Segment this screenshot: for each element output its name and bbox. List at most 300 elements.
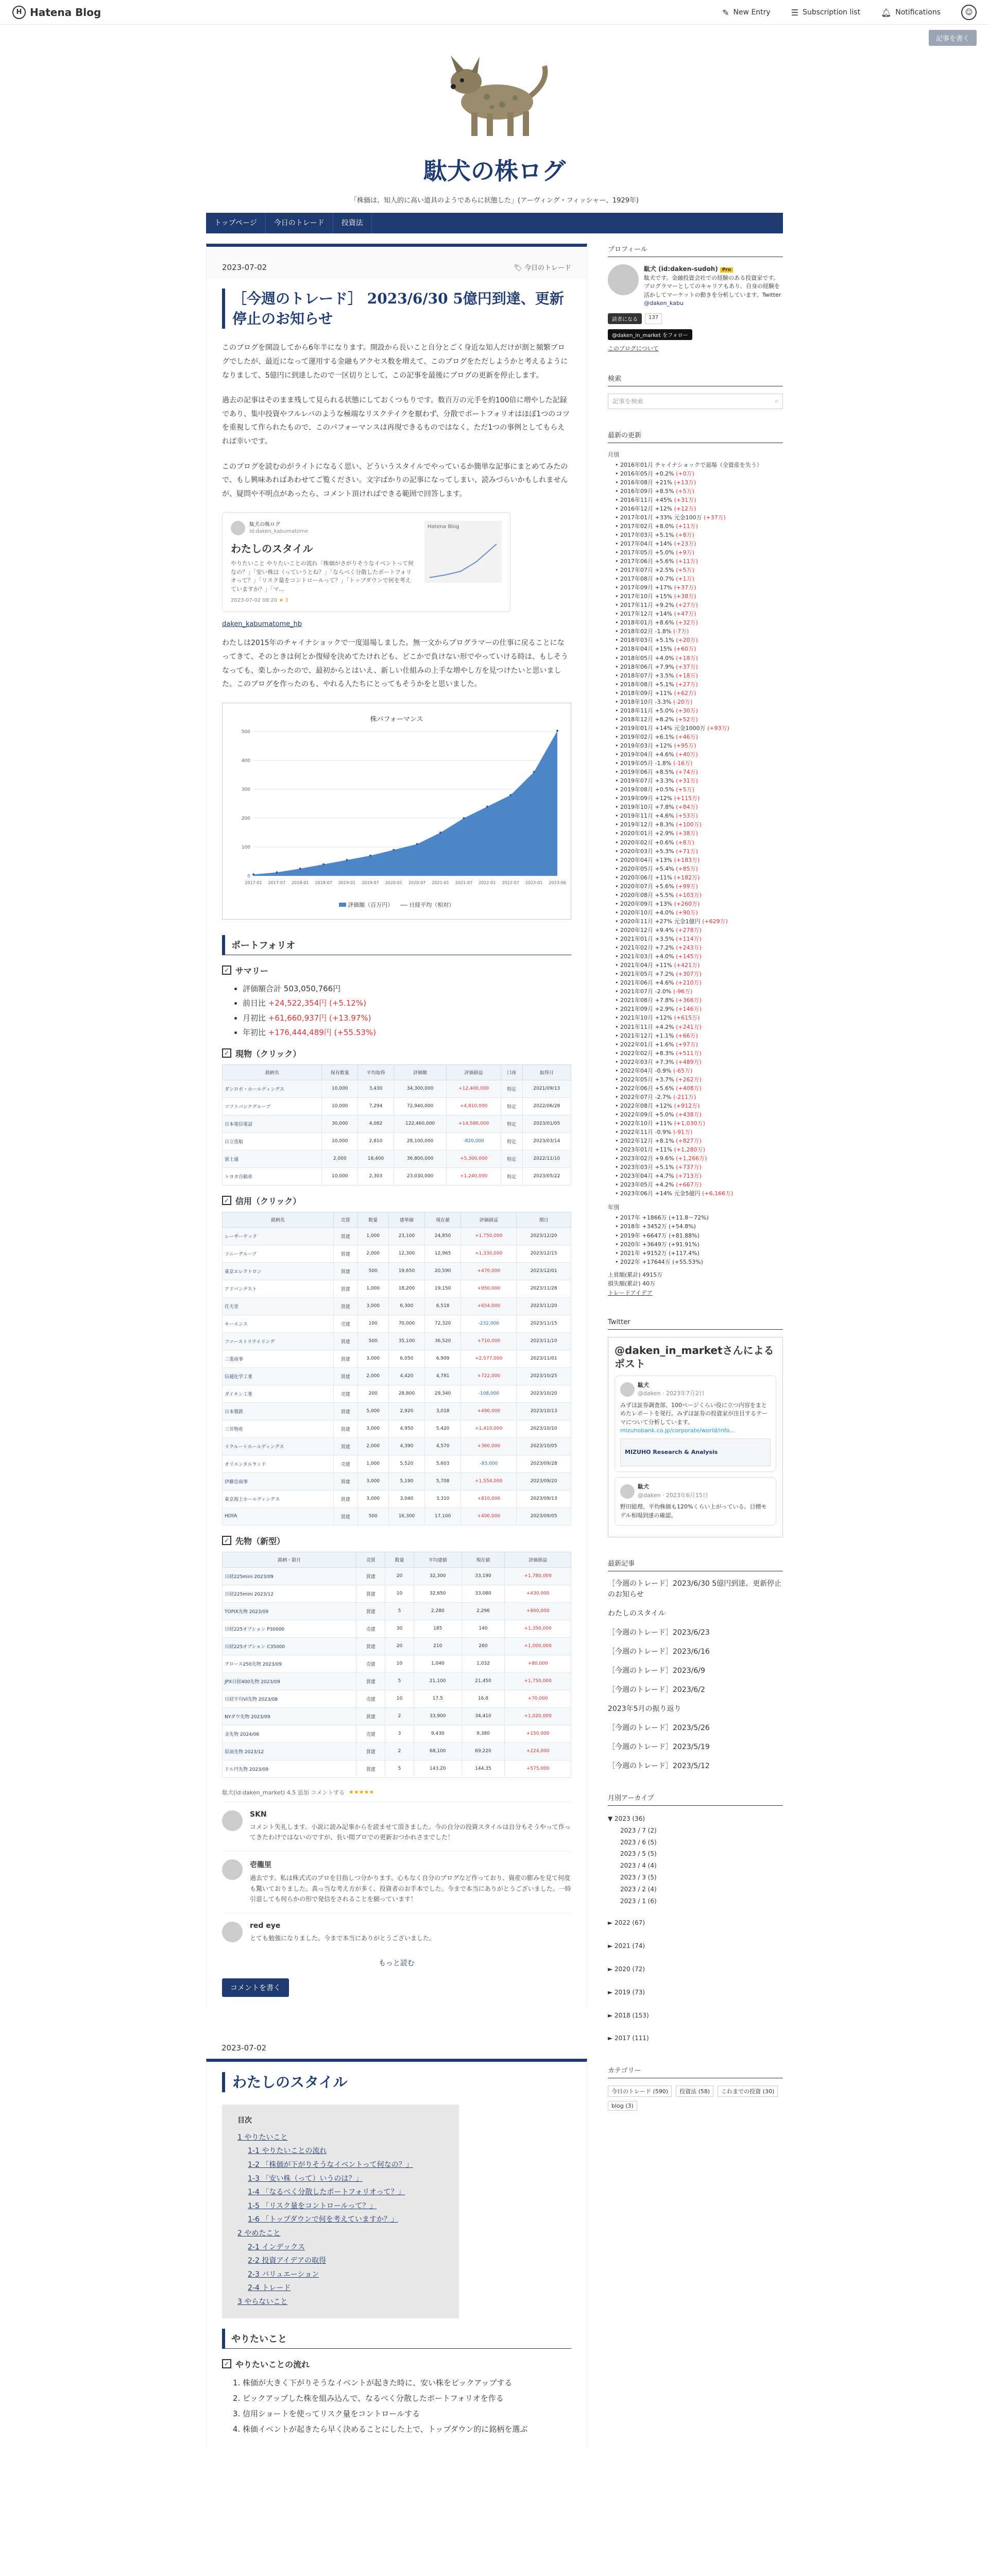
archive-item[interactable] (615, 715, 783, 724)
table-cell: 500 (357, 1507, 388, 1525)
reader-button[interactable]: 読者になる (608, 313, 642, 324)
table-cell: 3 (385, 1725, 414, 1742)
archive-item[interactable] (615, 522, 783, 531)
archive-item[interactable] (615, 1110, 783, 1119)
widget-title: プロフィール (608, 244, 783, 257)
toc-link[interactable]: 2-3 バリュエーション (248, 2270, 319, 2279)
archive-item[interactable] (615, 1075, 783, 1084)
table-cell: +400,000 (461, 1507, 517, 1525)
archive-item[interactable] (615, 1101, 783, 1110)
table-cell: 5,708 (425, 1472, 461, 1490)
archive-item[interactable] (615, 873, 783, 882)
recent-link[interactable]: ［今週のトレード］2023/6/23 (608, 1629, 710, 1637)
profile-avatar[interactable] (608, 264, 639, 295)
table-cell: 買建 (356, 1637, 385, 1655)
archive-count: (+11万) (676, 558, 698, 565)
table-cell: 122,460,000 (394, 1115, 447, 1132)
table-row (223, 1507, 571, 1525)
option-table (222, 1552, 571, 1778)
archive-item[interactable] (615, 539, 783, 548)
archive-item[interactable] (615, 583, 783, 592)
month-link[interactable]: 2023 / 2 (4) (620, 1885, 657, 1893)
comment-item (222, 1851, 571, 1912)
table-cell: 三菱商事 (223, 1350, 334, 1367)
archive-item[interactable] (615, 759, 783, 768)
table-cell: 買建 (356, 1672, 385, 1690)
archive-item[interactable] (615, 592, 783, 601)
archive-label: • 2020年03月 +5.3% (615, 848, 676, 855)
archive-item[interactable] (615, 680, 783, 689)
archive-label: • 2023年01月 +11% (615, 1146, 674, 1154)
archive-label: • 2018年06月 +7.9% (615, 663, 676, 670)
table-cell: 2023/05/22 (522, 1167, 571, 1185)
archive-item[interactable] (615, 574, 783, 583)
archive-label: • 2018年02月 -1.8% (615, 628, 673, 635)
table-row (223, 1262, 571, 1280)
new-entry-link[interactable] (722, 8, 771, 18)
table-cell: -232,000 (461, 1315, 517, 1332)
recent-link[interactable]: ［今週のトレード］2023/6/30 5億円到達、更新停止のお知らせ (608, 1580, 782, 1599)
archive-item[interactable] (615, 829, 783, 838)
table-cell: 3,000 (357, 1472, 388, 1490)
archive-item[interactable] (615, 750, 783, 759)
archive-item[interactable] (615, 1049, 783, 1058)
recent-link[interactable]: ［今週のトレード］2023/5/19 (608, 1743, 710, 1751)
table-cell: 買建 (333, 1262, 357, 1280)
archive-count: (-16万) (673, 760, 693, 767)
y-tick-label: 500 (241, 729, 250, 735)
table-cell: 5,420 (425, 1420, 461, 1437)
table-cell: 1,000 (357, 1227, 388, 1245)
archive-item[interactable] (615, 1180, 783, 1189)
archive-label: • 2017年 +1866万 (+11.8〜72%) (615, 1214, 709, 1222)
toc-link[interactable]: 2-4 トレード (248, 2284, 291, 2293)
archive-item[interactable] (615, 970, 783, 978)
archive-item[interactable] (615, 1084, 783, 1093)
write-entry-button[interactable]: 記事を書く (929, 30, 977, 46)
archive-item[interactable] (615, 504, 783, 513)
archive-item[interactable] (615, 566, 783, 574)
table-cell: 5,000 (357, 1402, 388, 1420)
recent-link[interactable]: ［今週のトレード］2023/5/26 (608, 1724, 710, 1732)
nav-today-trade[interactable]: 今日のトレード (266, 213, 333, 233)
table-cell: 20 (385, 1567, 414, 1585)
tweet-card[interactable] (615, 1376, 776, 1472)
month-link[interactable]: 2023 / 7 (2) (620, 1826, 657, 1834)
archive-item[interactable] (615, 1145, 783, 1154)
table-cell: JPX日経400先物 2023/09 (223, 1672, 356, 1690)
archive-item[interactable] (615, 1137, 783, 1145)
recent-link[interactable]: 2023年5月の振り返り (608, 1705, 681, 1713)
archive-item[interactable] (615, 1172, 783, 1180)
archive-item[interactable] (615, 671, 783, 680)
archive-item[interactable] (615, 1128, 783, 1137)
archive-item[interactable] (615, 776, 783, 785)
table-cell: +810,000 (461, 1490, 517, 1507)
table-cell: TOPIX先物 2023/09 (223, 1602, 356, 1620)
archive-count: (+97万) (676, 1041, 698, 1048)
archive-item[interactable] (615, 847, 783, 856)
recent-link[interactable]: ［今週のトレード］2023/5/12 (608, 1762, 710, 1770)
recent-link[interactable]: ［今週のトレード］2023/6/9 (608, 1667, 705, 1675)
spot-title-label: 現物（クリック） (235, 1048, 301, 1059)
table-cell: 2022/11/10 (522, 1150, 571, 1167)
table-cell: 東京エレクトロン (223, 1262, 334, 1280)
archive-count: (-65万) (673, 1067, 693, 1074)
archive-count: (+46万) (676, 733, 698, 740)
archive-item[interactable] (615, 1005, 783, 1013)
table-cell: トヨタ自動車 (223, 1167, 322, 1185)
profile-handle[interactable]: @daken_kabu (644, 300, 684, 307)
table-cell: 20,590 (425, 1262, 461, 1280)
archive-count: (+8万) (676, 531, 694, 538)
table-cell: +1,350,000 (505, 1620, 571, 1637)
month-link[interactable]: 2023 / 5 (5) (620, 1850, 657, 1858)
search-icon[interactable]: ⌕ (775, 397, 778, 404)
comment-author[interactable]: red eye (250, 1921, 281, 1930)
archive-item[interactable] (615, 908, 783, 917)
archive-item[interactable] (615, 1154, 783, 1163)
archive-item[interactable] (615, 935, 783, 943)
table-header: 数量 (357, 1212, 388, 1227)
archive-label: • 2017年03月 +5.1% (615, 531, 676, 538)
archive-item[interactable] (615, 513, 783, 522)
archive-item[interactable] (615, 803, 783, 811)
nav-top[interactable]: トップページ (206, 213, 266, 233)
embed-thumbnail (424, 521, 502, 583)
entry-date[interactable]: 2023-07-02 (221, 2043, 267, 2053)
archive-count: (+8万) (676, 839, 694, 846)
flow-list (243, 2375, 571, 2437)
table-cell: 16.8 (462, 1690, 505, 1707)
toc-link[interactable]: 1-1 やりたいことの流れ (248, 2147, 327, 2156)
archive-item[interactable] (615, 926, 783, 935)
table-cell: 28,800 (388, 1385, 424, 1402)
archive-item[interactable] (615, 469, 783, 478)
archive-item[interactable] (615, 1163, 783, 1172)
table-row (223, 1280, 571, 1297)
category-tag[interactable]: blog (3) (608, 2101, 637, 2111)
archive-item[interactable] (615, 1058, 783, 1066)
archive-item[interactable] (615, 478, 783, 487)
table-cell: ドル円先物 2023/09 (223, 1760, 356, 1777)
archive-item[interactable] (615, 557, 783, 566)
archive-item[interactable] (615, 882, 783, 891)
toc-link[interactable]: 2-2 投資アイデアの取得 (248, 2257, 327, 2265)
archive-count: (+737万) (676, 1164, 702, 1171)
archive-item[interactable] (615, 987, 783, 996)
table-cell: +575,000 (505, 1760, 571, 1777)
archive-item[interactable] (615, 531, 783, 539)
notifications-link[interactable] (881, 8, 941, 18)
archive-item[interactable] (615, 917, 783, 926)
total-loss: 損失額(累計) 40万 (608, 1280, 656, 1287)
category-tag[interactable]: これまでの投資 (30) (718, 2086, 778, 2097)
archive-item[interactable] (615, 996, 783, 1005)
comment-author[interactable]: SKN (250, 1810, 267, 1819)
archive-label: • 2020年02月 +0.6% (615, 839, 676, 846)
archive-item[interactable] (615, 487, 783, 496)
archive-count: (+27万) (676, 681, 698, 688)
widget-title: Twitter (608, 1318, 783, 1330)
month-year-toggle[interactable]: ► 2020 (72) (608, 1965, 645, 1973)
archive-count: (+9万) (676, 549, 694, 556)
table-cell: 買建 (333, 1367, 357, 1385)
entry-title[interactable]: わたしのスタイル (222, 2072, 571, 2092)
comment-item (222, 1913, 571, 1952)
check-icon: ✓ (222, 1196, 231, 1205)
archive-item[interactable] (615, 768, 783, 776)
search-input[interactable] (608, 394, 783, 409)
month-year-toggle[interactable]: ► 2017 (111) (608, 2035, 649, 2042)
toc-link[interactable]: 1-4 「なるべく分散したポートフォリオって？」 (248, 2188, 405, 2197)
archive-item[interactable] (615, 811, 783, 820)
archive-item[interactable] (615, 1023, 783, 1031)
archive-count: (+38万) (674, 593, 696, 600)
archive-item[interactable] (615, 1231, 783, 1240)
data-point (486, 805, 488, 807)
category-tag[interactable]: 今日のトレード (590) (608, 2086, 672, 2097)
tweet-card[interactable] (615, 1477, 776, 1526)
check-icon: ✓ (222, 1536, 231, 1545)
about-link[interactable]: このブログについて (608, 345, 659, 352)
archive-item[interactable] (615, 1240, 783, 1249)
archive-count: (+85万) (676, 865, 698, 872)
table-cell: 日経225オプション P30000 (223, 1620, 356, 1637)
table-row (223, 1567, 571, 1585)
x-tick-label: 2023-01 (525, 880, 543, 885)
archive-item[interactable] (615, 601, 783, 609)
archive-item[interactable] (615, 1189, 783, 1198)
nav-method[interactable]: 投資法 (333, 213, 372, 233)
comment-author[interactable]: 壱龍里 (250, 1861, 271, 1870)
archive-item[interactable] (615, 1222, 783, 1231)
section-title: やりたいこと (222, 2329, 571, 2349)
more-comments-button[interactable]: もっと読む (379, 1959, 415, 1968)
tweet-link[interactable]: mizuhobank.co.jp/corporate/world/info... (620, 1427, 735, 1434)
table-cell: 34,410 (462, 1707, 505, 1725)
summary-item (243, 981, 571, 996)
archive-item[interactable] (615, 645, 783, 653)
table-header: 口座 (501, 1064, 522, 1080)
month-year-toggle[interactable]: ▼ 2023 (36) (608, 1815, 645, 1822)
table-cell: 17.5 (414, 1690, 462, 1707)
blog-title[interactable]: 駄犬の株ログ (423, 157, 566, 185)
option-title[interactable] (222, 1535, 571, 1547)
new-entry-label: New Entry (733, 8, 771, 16)
archive-item[interactable] (615, 785, 783, 794)
star-icons[interactable]: ★★★★★ (348, 1789, 374, 1796)
twitter-follow-button[interactable]: @daken_in_market をフォロー (608, 329, 692, 340)
archive-label: • 2019年09月 +12% (615, 795, 674, 802)
archive-label: • 2023年04月 +4.7% (615, 1173, 676, 1180)
archive-count: (-211万) (673, 1093, 696, 1100)
archive-item[interactable] (615, 706, 783, 715)
archive-item[interactable] (615, 891, 783, 900)
archive-item[interactable] (615, 952, 783, 961)
entry-date[interactable]: 2023-07-02 (222, 262, 267, 272)
archive-item[interactable] (615, 654, 783, 663)
table-cell: 売建 (356, 1690, 385, 1707)
table-cell: 2,810 (358, 1132, 394, 1150)
toc-link[interactable]: 1 やりたいこと (237, 2133, 288, 2142)
profile-name[interactable]: 駄犬 (id:daken-sudoh) (644, 265, 718, 273)
comment-text: 過去です。私は株式式のプロを目指しつ分かります。心もなく自分のブログなど作っており、資産の膨みを見て何度も驚いておりました。真っ当な考え方が多く、投資者のお手本でした。今まで本当にありがとうございました。一時引退しても何らかの形で発信をされることを願っています！ (250, 1874, 571, 1903)
archive-item[interactable] (615, 794, 783, 803)
month-link[interactable]: 2023 / 1 (6) (620, 1897, 657, 1905)
trade-idea-link[interactable]: トレードアイデア (608, 1289, 653, 1296)
recent-link[interactable]: ［今週のトレード］2023/6/2 (608, 1686, 705, 1694)
toc-link[interactable]: 2-1 インデックス (248, 2243, 305, 2251)
toc-link[interactable]: 1-6 「トップダウンで何を考えていますか？」 (248, 2215, 398, 2224)
archive-item[interactable] (615, 663, 783, 671)
user-menu-icon[interactable]: ☺ (961, 5, 977, 20)
table-cell: ソニーグループ (223, 1245, 334, 1262)
embed-author: id:daken_kabumatome (249, 529, 309, 535)
archive-item[interactable] (615, 978, 783, 987)
month-year-toggle[interactable]: ► 2019 (73) (608, 1988, 645, 1996)
archive-item[interactable] (615, 609, 783, 618)
archive-item[interactable] (615, 1258, 783, 1266)
toc-link[interactable]: 1-5 「リスク量をコントロールって？」 (248, 2201, 377, 2210)
table-cell: 任天堂 (223, 1297, 334, 1315)
month-year-toggle[interactable]: ► 2022 (67) (608, 1919, 645, 1927)
archive-count: (+66万) (676, 1032, 698, 1039)
table-row (223, 1672, 571, 1690)
month-link[interactable]: 2023 / 4 (4) (620, 1862, 657, 1870)
archive-item[interactable] (615, 1066, 783, 1075)
archive-item[interactable] (615, 838, 783, 847)
table-cell: 2,000 (322, 1150, 358, 1167)
month-link[interactable]: 2023 / 3 (5) (620, 1873, 657, 1881)
category-tag[interactable]: 投資法 (58) (676, 2086, 713, 2097)
archive-item[interactable] (615, 865, 783, 873)
spot-title[interactable] (222, 1047, 571, 1059)
embed-date: 2023-07-02 08:20 (231, 598, 278, 604)
subscription-label: Subscription list (803, 8, 861, 16)
table-cell: アドバンテスト (223, 1280, 334, 1297)
table-row (223, 1097, 571, 1115)
subscription-link[interactable] (791, 8, 860, 18)
archive-item[interactable] (615, 627, 783, 636)
archive-count: (+114万) (676, 936, 702, 943)
archive-item[interactable] (615, 636, 783, 645)
toc-link[interactable]: 3 やらないこと (237, 2297, 288, 2306)
archive-label: • 2017年08月 +0.7% (615, 575, 676, 583)
recent-link[interactable]: ［今週のトレード］2023/6/16 (608, 1648, 710, 1656)
archive-item[interactable] (615, 741, 783, 750)
table-cell: 特定 (501, 1115, 522, 1132)
table-row (223, 1707, 571, 1725)
archive-item[interactable] (615, 856, 783, 865)
credit-title[interactable] (222, 1195, 571, 1207)
archive-count: (+31万) (676, 777, 698, 785)
table-cell: 35,100 (388, 1332, 424, 1350)
archive-item[interactable] (615, 1213, 783, 1222)
profile-widget (608, 244, 783, 352)
archive-count: (+93万) (707, 724, 729, 732)
archive-item[interactable] (615, 698, 783, 706)
archive-label: • 2023年06月 +14% 元金5億円 (615, 1190, 703, 1197)
archive-item[interactable] (615, 733, 783, 741)
archive-label: • 2018年12月 +8.2% (615, 716, 676, 723)
month-year-toggle[interactable]: ► 2018 (153) (608, 2011, 649, 2019)
table-cell: 2023/10/10 (517, 1420, 571, 1437)
table-row (223, 1585, 571, 1602)
embed-card[interactable] (222, 512, 510, 612)
archive-count: (+1,280万) (674, 1146, 705, 1154)
toc-link[interactable]: 1-2 「株価が下がりそうなイベントって何なの？」 (248, 2161, 413, 2169)
list-item: 4. 株価イベントが起きたら早く決めることにした上で、トップダウン的に銘柄を選ぶ (243, 2421, 571, 2437)
archive-label: • 2021年11月 +4.2% (615, 1023, 676, 1030)
archive-item[interactable] (615, 1013, 783, 1022)
archive-item[interactable] (615, 943, 783, 952)
dog-logo-icon[interactable] (430, 50, 559, 143)
archive-item[interactable] (615, 724, 783, 733)
archive-item[interactable] (615, 1249, 783, 1258)
archive-item[interactable] (615, 1093, 783, 1101)
recent-link[interactable]: わたしのスタイル (608, 1609, 666, 1618)
archive-label: • 2022年02月 +8.3% (615, 1049, 676, 1057)
tag-icon: 🏷︎ (514, 264, 524, 272)
archive-item[interactable] (615, 961, 783, 970)
table-cell: 2023/09/20 (517, 1472, 571, 1490)
archive-item[interactable] (615, 1031, 783, 1040)
archive-label: 月別 (608, 451, 619, 458)
archive-label: • 2019年11月 +4.6% (615, 812, 676, 820)
tweet-text: 野田総理、平均株価も120%くらい上がっている。目標モデル相場到達の確認。 (620, 1503, 767, 1519)
archive-count: (+5万) (676, 786, 694, 793)
table-cell: 2023/09/05 (517, 1507, 571, 1525)
archive-item[interactable] (615, 618, 783, 627)
x-tick-label: 2021-07 (455, 880, 473, 885)
archive-count: (+30万) (676, 707, 698, 714)
toc-link[interactable]: 1-3 「安い株（って）いうのは？」 (248, 2174, 363, 2183)
archive-item[interactable] (615, 900, 783, 908)
month-link[interactable]: 2023 / 6 (5) (620, 1838, 657, 1846)
table-cell: -83,000 (461, 1455, 517, 1472)
twitter-heading[interactable]: @daken_in_marketさんによるポスト (615, 1344, 774, 1370)
month-archive-widget (608, 1792, 783, 2044)
table-cell: 特定 (501, 1150, 522, 1167)
table-cell: 10,000 (322, 1132, 358, 1150)
entry-category[interactable] (514, 262, 571, 272)
archive-item[interactable] (615, 820, 783, 829)
table-cell: +360,000 (461, 1437, 517, 1455)
hatena-logo[interactable] (12, 6, 101, 19)
archive-item[interactable] (615, 1040, 783, 1049)
archive-item[interactable] (615, 461, 783, 469)
archive-item[interactable] (615, 548, 783, 557)
toc-link[interactable]: 2 やめたこと (237, 2229, 281, 2238)
embed-link[interactable]: daken_kabumatome_hb (222, 620, 302, 629)
entry-title[interactable]: ［今週のトレード］ 2023/6/30 5億円到達、更新停止のお知らせ (222, 289, 571, 329)
table-cell: 特定 (501, 1097, 522, 1115)
table-header: 平均建値 (414, 1552, 462, 1567)
archive-label: • 2020年05月 +5.4% (615, 865, 676, 872)
table-cell: 日経225mini 2023/12 (223, 1585, 356, 1602)
write-comment-button[interactable]: コメントを書く (222, 1978, 289, 1997)
embed-title: わたしのスタイル (231, 543, 313, 555)
archive-label: • 2019年02月 +6.1% (615, 733, 676, 740)
archive-item[interactable] (615, 496, 783, 504)
archive-item[interactable] (615, 689, 783, 698)
brand-label: Hatena Blog (30, 6, 101, 19)
month-year-toggle[interactable]: ► 2021 (74) (608, 1942, 645, 1950)
table-cell: 36,800,000 (394, 1150, 447, 1167)
table-cell: 72,320 (425, 1315, 461, 1332)
archive-item[interactable] (615, 1119, 783, 1128)
